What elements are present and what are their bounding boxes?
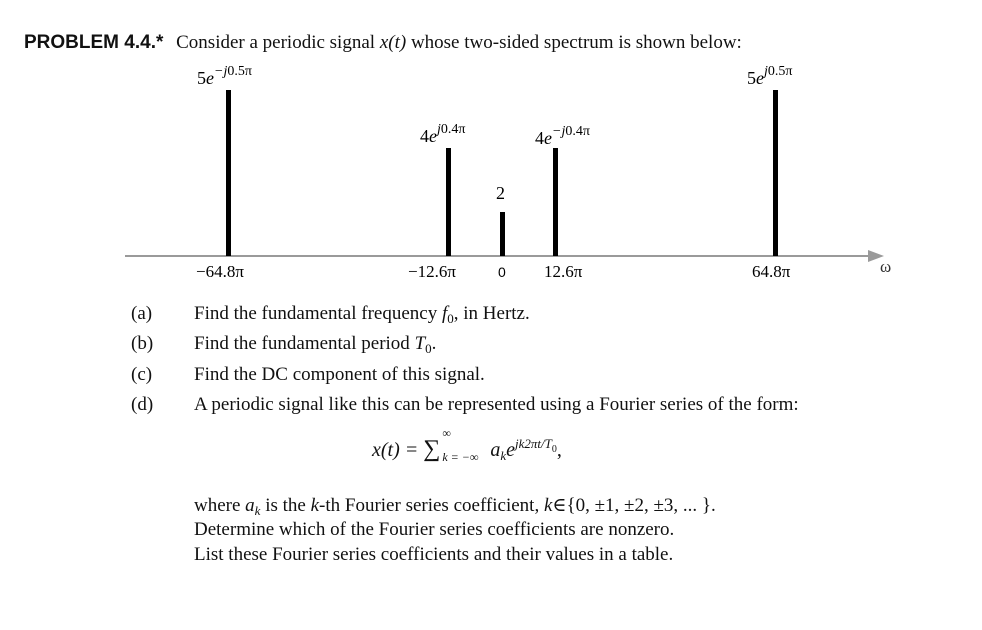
part-a-body: Find the fundamental frequency (194, 303, 442, 324)
line1-set-var: k (543, 495, 553, 516)
determine-nonzero-line: Determine which of the Fourier series coefficients are nonzero. (194, 519, 675, 540)
formula-exp-base: e (506, 439, 516, 461)
part-d-letter: (d) (131, 394, 154, 415)
part-a-var: f (441, 303, 448, 324)
line1-mid: is the (260, 495, 311, 516)
spectrum-plot (0, 0, 982, 300)
formula-limits (440, 426, 490, 464)
formula-lower-limit: k = −∞ (442, 450, 479, 464)
formula-upper-limit: ∞ (442, 426, 451, 440)
tick-label-neg-64-8pi: −64.8π (196, 262, 244, 281)
coefficient-definition-line (194, 494, 716, 519)
formula-exponent: jk2πt/T (515, 436, 552, 451)
formula-coef: a (490, 439, 501, 461)
stem-label-neg-64-8pi: $5e^{-j}0.5\pi$ (197, 64, 252, 88)
part-b-text (194, 333, 436, 357)
stem-label-neg-12-6pi: $4e^j0.4\pi$ (420, 122, 466, 146)
line1-pre: where (194, 495, 246, 516)
part-c-letter: (c) (131, 364, 153, 385)
part-a-sub: 0 (447, 311, 454, 326)
line1-k: k (310, 495, 320, 516)
part-a-letter: (a) (131, 303, 153, 324)
stem-neg-12-6pi (446, 148, 451, 256)
stem-pos-12-6pi (553, 148, 558, 256)
part-c-text: Find the DC component of this signal. (194, 364, 485, 385)
stem-pos-64-8pi (773, 90, 778, 256)
tick-label-zero: 0 (498, 264, 506, 280)
tick-label-neg-12-6pi: −12.6π (408, 262, 456, 281)
part-b-sub: 0 (425, 341, 432, 356)
intro-text-post: whose two-sided spectrum is shown below: (406, 32, 742, 53)
formula-coef-sub: k (500, 448, 507, 463)
line1-var: a (245, 495, 255, 516)
line1-post: -th Fourier series coefficient, (319, 495, 544, 516)
formula-lhs: x(t) = (372, 439, 424, 461)
intro-signal: x(t) (379, 32, 407, 53)
problem-label: PROBLEM 4.4.* (24, 32, 164, 53)
list-table-line: List these Fourier series coefficients and their values in a table. (194, 544, 674, 565)
stem-label-dc: 2 (496, 183, 505, 203)
stems (226, 90, 778, 256)
stem-dc (500, 212, 505, 256)
part-b-body: Find the fundamental period (194, 333, 415, 354)
part-b-var: T (414, 333, 426, 354)
part-b-tail: . (431, 333, 437, 354)
part-a-tail: , in Hertz. (453, 303, 530, 324)
part-d-text: A periodic signal like this can be represented using a Fourier series of the form: (194, 394, 799, 415)
tick-label-pos-64-8pi: 64.8π (752, 262, 791, 281)
line1-sub: k (254, 503, 261, 518)
line1-set: ∈{0, ±1, ±2, ±3, ... }. (552, 495, 716, 516)
stem-neg-64-8pi (226, 90, 231, 256)
formula-exp-sub: 0 (551, 444, 557, 455)
fourier-series-formula (372, 426, 562, 464)
stem-label-pos-64-8pi: $5e^j0.5\pi$ (747, 64, 793, 88)
stem-label-pos-12-6pi: $4e^{-j}0.4\pi$ (535, 124, 590, 148)
part-b-letter: (b) (131, 333, 154, 354)
intro-text-pre: Consider a periodic signal (176, 32, 380, 53)
formula-tail: , (556, 439, 562, 461)
formula-sum-symbol: ∑ (423, 436, 441, 462)
axis-label-omega: ω (880, 257, 892, 276)
tick-label-pos-12-6pi: 12.6π (544, 262, 583, 281)
part-a-text (194, 303, 530, 327)
